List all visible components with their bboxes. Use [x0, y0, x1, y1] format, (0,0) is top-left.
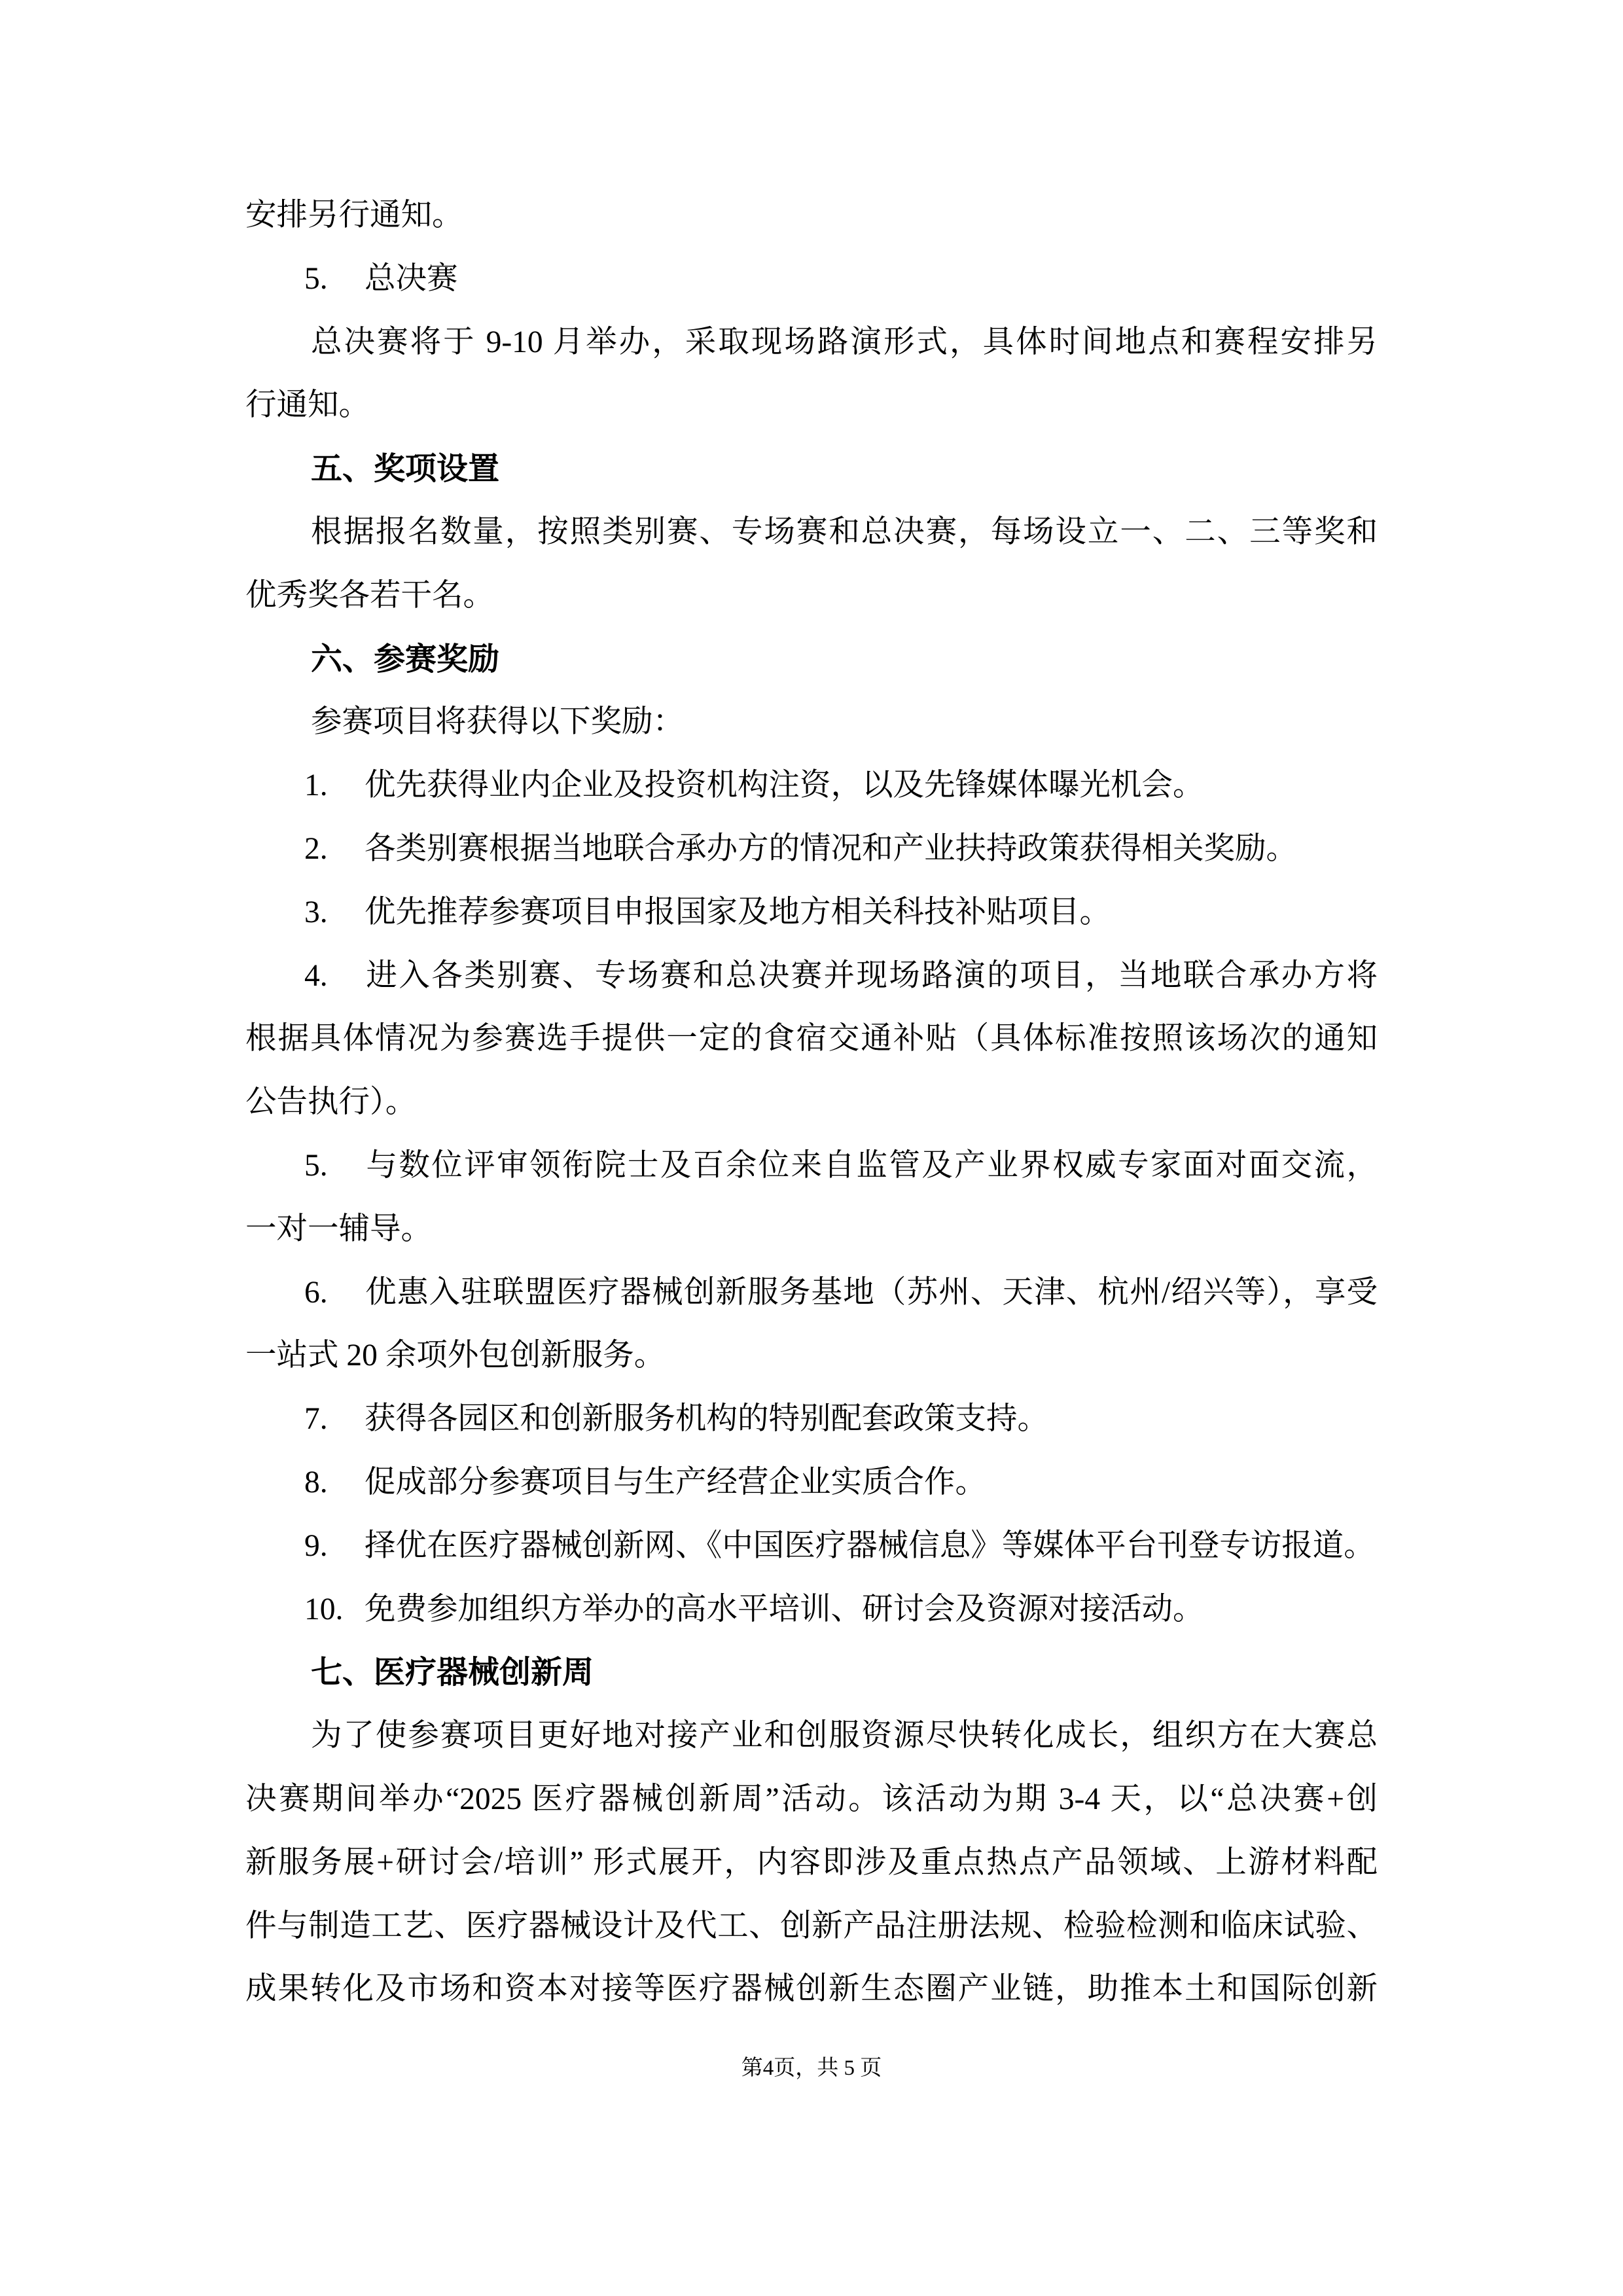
list-item-text: 与数位评审领衔院士及百余位来自监管及产业界权威专家面对面交流， [365, 1148, 1378, 1183]
list-item-line [245, 817, 1378, 881]
list-item-line [245, 1134, 1378, 1198]
list-item-line [245, 247, 1378, 311]
list-item-number: 4. [304, 958, 328, 993]
paragraph-line: 安排另行通知。 [245, 198, 463, 232]
paragraph-line: 为了使参赛项目更好地对接产业和创服资源尽快转化成长，组织方在大赛总 [311, 1719, 1378, 1753]
paragraph-line: 总决赛将于 9-10 月举办，采取现场路演形式，具体时间地点和赛程安排另 [311, 325, 1378, 359]
paragraph-line: 优秀奖各若干名。 [245, 578, 494, 613]
list-item-line [245, 1451, 1378, 1515]
list-item-text: 各类别赛根据当地联合承办方的情况和产业扶持政策获得相关奖励。 [365, 831, 1297, 866]
paragraph-line: 件与制造工艺、医疗器械设计及代工、创新产品注册法规、检验检测和临床试验、 [245, 1909, 1378, 1943]
list-item-line [245, 881, 1378, 944]
list-item-text: 优惠入驻联盟医疗器械创新服务基地（苏州、天津、杭州/绍兴等），享受 [365, 1275, 1378, 1310]
paragraph-line: 参赛项目将获得以下奖励： [311, 705, 684, 740]
list-item-line [245, 1388, 1378, 1451]
paragraph-line: 根据报名数量，按照类别赛、专场赛和总决赛，每场设立一、二、三等奖和 [311, 514, 1378, 549]
list-item-text: 促成部分参赛项目与生产经营企业实质合作。 [365, 1465, 986, 1499]
paragraph-line: 一对一辅导。 [245, 1211, 432, 1246]
list-item-text: 免费参加组织方举办的高水平培训、研讨会及资源对接活动。 [365, 1592, 1204, 1626]
list-item-text: 择优在医疗器械创新网、《中国医疗器械信息》等媒体平台刊登专访报道。 [365, 1528, 1375, 1563]
list-item-line [245, 1261, 1378, 1325]
page-footer [0, 2054, 1623, 2083]
list-item-number: 9. [304, 1528, 328, 1563]
paragraph-line: 行通知。 [245, 388, 370, 423]
paragraph-line: 新服务展+研讨会/培训” 形式展开，内容即涉及重点热点产品领域、上游材料配 [245, 1845, 1378, 1880]
list-item-number: 6. [304, 1275, 328, 1310]
paragraph-line: 成果转化及市场和资本对接等医疗器械创新生态圈产业链，助推本土和国际创新 [245, 1972, 1378, 2007]
list-item-number: 8. [304, 1465, 328, 1499]
list-item-line [245, 1515, 1378, 1578]
list-item-text: 优先推荐参赛项目申报国家及地方相关科技补贴项目。 [365, 895, 1111, 929]
section-heading: 六、参赛奖励 [311, 640, 500, 677]
section-heading: 七、医疗器械创新周 [311, 1654, 594, 1691]
page-number-label: 第4页，共 5 页 [741, 2056, 882, 2080]
document-content [245, 184, 1378, 2021]
paragraph-line: 决赛期间举办“2025 医疗器械创新周”活动。该活动为期 3-4 天，以“总决赛+创 [245, 1782, 1378, 1816]
paragraph-line: 一站式 20 余项外包创新服务。 [245, 1338, 666, 1373]
list-item-line [245, 1578, 1378, 1641]
list-item-line [245, 944, 1378, 1008]
section-heading: 五、奖项设置 [311, 450, 500, 488]
list-item-number: 1. [304, 768, 328, 803]
list-item-number: 2. [304, 831, 328, 866]
paragraph-line: 根据具体情况为参赛选手提供一定的食宿交通补贴（具体标准按照该场次的通知 [245, 1022, 1378, 1056]
list-item-text: 获得各园区和创新服务机构的特别配套政策支持。 [365, 1402, 1048, 1437]
paragraph-line: 公告执行）。 [245, 1085, 417, 1120]
list-item-number: 5. [304, 261, 328, 296]
list-item-text: 优先获得业内企业及投资机构注资，以及先锋媒体曝光机会。 [365, 768, 1204, 803]
list-item-number: 10. [304, 1592, 344, 1626]
list-item-text: 总决赛 [365, 261, 458, 296]
list-item-line [245, 754, 1378, 817]
list-item-number: 7. [304, 1402, 328, 1437]
list-item-number: 5. [304, 1148, 328, 1183]
list-item-number: 3. [304, 895, 328, 929]
list-item-text: 进入各类别赛、专场赛和总决赛并现场路演的项目，当地联合承办方将 [365, 958, 1378, 993]
